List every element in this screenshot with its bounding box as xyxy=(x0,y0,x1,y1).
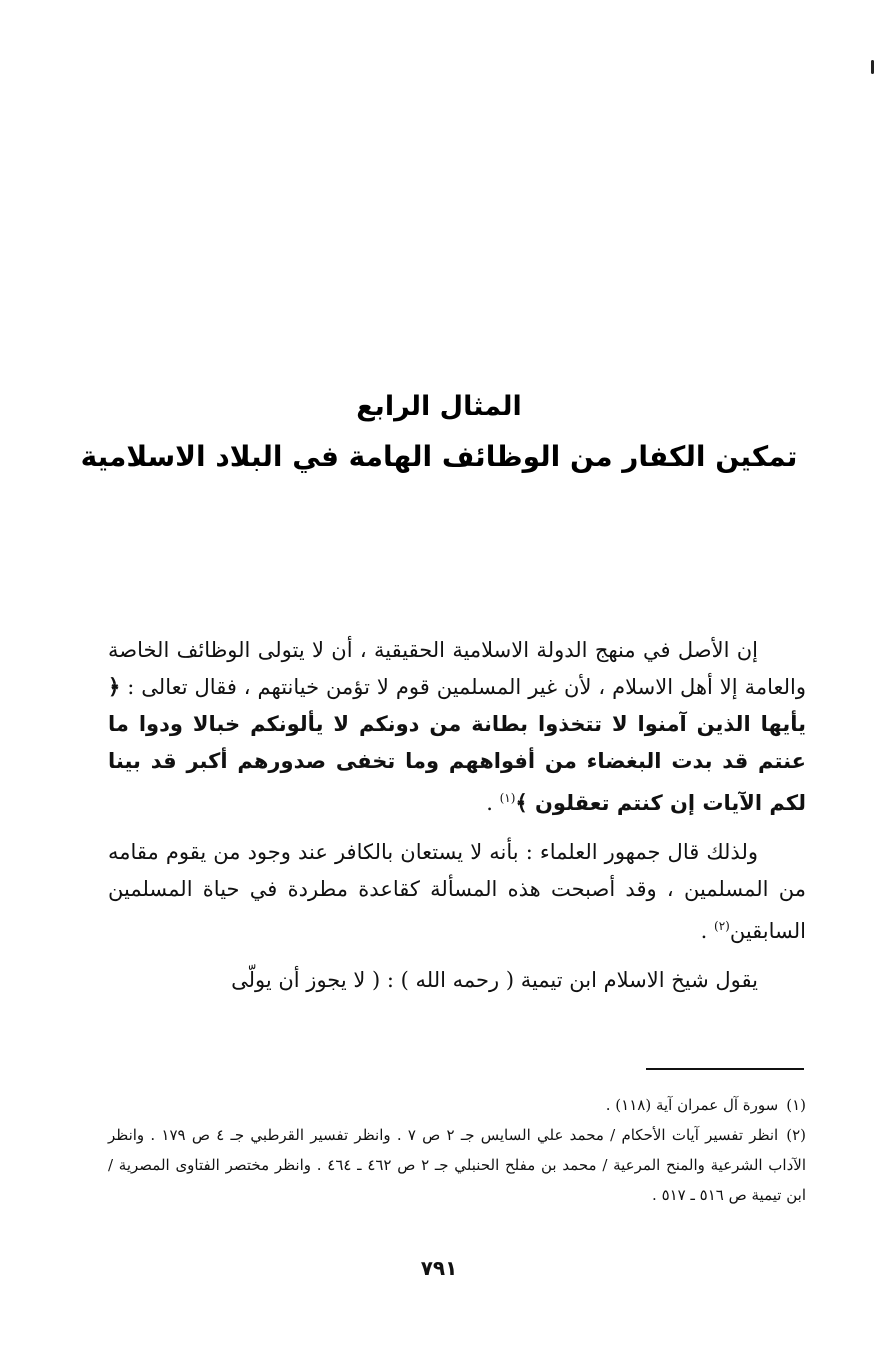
paragraph-2-end: . xyxy=(700,919,715,943)
paragraph-1-text: إن الأصل في منهج الدولة الاسلامية الحقيقية ، أن لا يتولى الوظائف الخاصة والعامة إلا أهل الاسلام ، لأن غير المسلمين قوم لا تؤمن خيانتهم ، فقال تعالى : xyxy=(108,638,806,699)
footnote-ref-2: (٢) xyxy=(714,919,730,933)
footnote-2-text: انظر تفسير آيات الأحكام / محمد علي السايس جـ ٢ ص ٧ . وانظر تفسير القرطبي جـ ٤ ص ١٧٩ . وانظر الآداب الشرعية والمنح المرعية / محمد بن مفلح الحنبلي جـ ٢ ص ٤٦٢ ـ ٤٦٤ . وانظر مختصر الفتاوى المصرية / ابن تيمية ص ٥١٦ ـ ٥١٧ . xyxy=(108,1126,806,1204)
chapter-subtitle: تمكين الكفار من الوظائف الهامة في البلاد الاسلامية xyxy=(80,440,798,473)
footnote-2 xyxy=(108,1120,806,1210)
footnote-1-text: سورة آل عمران آية (١١٨) . xyxy=(605,1096,779,1114)
paragraph-3-text: يقول شيخ الاسلام ابن تيمية ( رحمه الله ) : ( لا يجوز أن يولّى xyxy=(231,968,758,992)
body-text xyxy=(108,632,806,1011)
footnote-separator xyxy=(646,1068,804,1070)
footnote-1 xyxy=(108,1090,806,1120)
scan-edge-mark xyxy=(871,60,874,74)
paragraph-1 xyxy=(108,632,806,822)
quran-verse: ﴿ يأيها الذين آمنوا لا تتخذوا بطانة من دونكم لا يألونكم خبالا ودوا ما عنتم قد بدت البغضاء من أفواههم وما تخفى صدورهم أكبر قد بينا لكم الآيات إن كنتم تعقلون ﴾ xyxy=(108,675,806,815)
paragraph-2-text: ولذلك قال جمهور العلماء : بأنه لا يستعان بالكافر عند وجود من يقوم مقامه من المسلمين ، وقد أصبحت هذه المسألة كقاعدة مطردة في حياة المسلمين السابقين xyxy=(108,840,806,943)
page-number: ٧٩١ xyxy=(420,1256,458,1280)
paragraph-1-end: . xyxy=(486,791,500,815)
footnotes xyxy=(108,1090,806,1210)
footnote-2-number: (٢) xyxy=(786,1126,806,1144)
paragraph-3 xyxy=(108,962,806,999)
footnote-ref-1: (١) xyxy=(499,791,516,805)
chapter-heading xyxy=(0,382,878,482)
paragraph-2 xyxy=(108,834,806,950)
chapter-title: المثال الرابع xyxy=(356,391,522,422)
footnote-1-number: (١) xyxy=(786,1096,806,1114)
